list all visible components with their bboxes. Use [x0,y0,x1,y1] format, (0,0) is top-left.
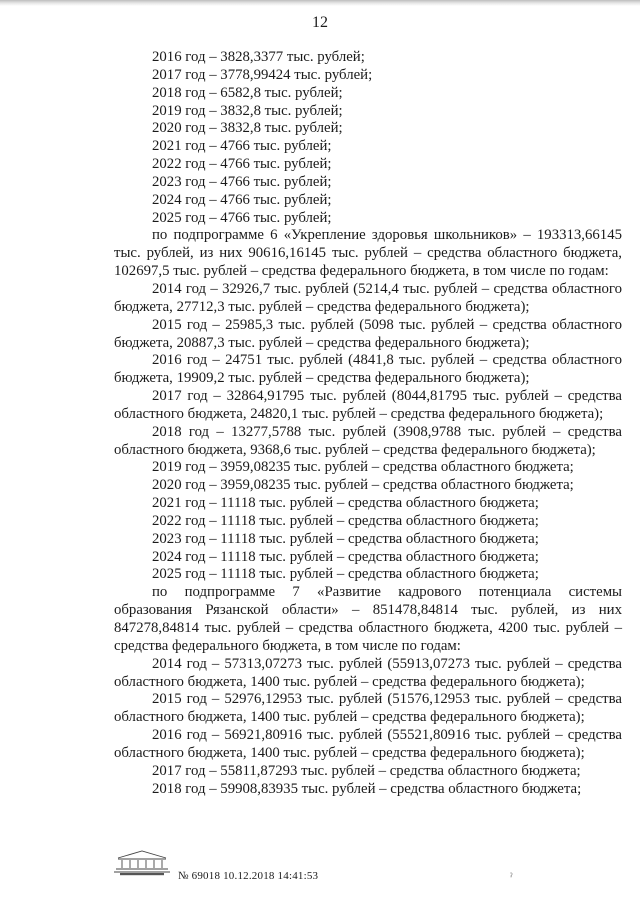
paragraph-subprogram-7-intro: по подпрограмме 7 «Развитие кадрового потенциала системы образования Рязанской области» – 851478,84814 тыс. рублей, из них 847278,84814 тыс. рублей – средства областного бюджета, 4200 тыс. рублей – средства федерального бюджета, в том числе по годам: [114,584,622,654]
paragraph-2017-sub6: 2017 год – 32864,91795 тыс. рублей (8044,81795 тыс. рублей – средства областного бюджета, 24820,1 тыс. рублей – средства федерального бюджета); [114,388,622,422]
scan-speck: ˀ [510,872,513,883]
paragraph-2020-sub6: 2020 год – 3959,08235 тыс. рублей – средства областного бюджета; [152,477,574,494]
scan-edge-shadow [0,0,640,6]
paragraph-2019-sub6: 2019 год – 3959,08235 тыс. рублей – средства областного бюджета; [152,459,574,476]
paragraph-2015-sub7: 2015 год – 52976,12953 тыс. рублей (51576,12953 тыс. рублей – средства областного бюджета, 1400 тыс. рублей – средства федерального бюджета); [114,691,622,726]
paragraph-2014-sub7: 2014 год – 57313,07273 тыс. рублей (55913,07273 тыс. рублей – средства областного бюджета, 1400 тыс. рублей – средства федерального бюджета); [114,655,622,690]
paragraph-2022-sub6: 2022 год – 11118 тыс. рублей – средства областного бюджета; [152,512,539,529]
paragraph-2024-sub5: 2024 год – 4766 тыс. рублей; [152,191,332,208]
paragraph-2021-sub5: 2021 год – 4766 тыс. рублей; [152,138,332,155]
document-registration-stamp: № 69018 10.12.2018 14:41:53 [178,870,319,882]
paragraph-2025-sub5: 2025 год – 4766 тыс. рублей; [152,209,332,226]
paragraph-2021-sub6: 2021 год – 11118 тыс. рублей – средства областного бюджета; [152,495,539,512]
document-body [114,49,622,798]
paragraph-2018-sub7: 2018 год – 59908,83935 тыс. рублей – средства областного бюджета; [152,780,582,797]
paragraph-2019-sub5: 2019 год – 3832,8 тыс. рублей; [152,102,343,119]
paragraph-2016-sub6: 2016 год – 24751 тыс. рублей (4841,8 тыс. рублей – средства областного бюджета, 19909,2 тыс. рублей – средства федерального бюджета); [114,352,622,387]
page-number: 12 [312,14,328,31]
paragraph-2015-sub6: 2015 год – 25985,3 тыс. рублей (5098 тыс. рублей – средства областного бюджета, 20887,3 тыс. рублей – средства федерального бюджета); [114,316,622,351]
paragraph-2023-sub5: 2023 год – 4766 тыс. рублей; [152,173,332,190]
building-emblem-icon [112,848,172,876]
paragraph-2016-sub5: 2016 год – 3828,3377 тыс. рублей; [152,49,365,65]
paragraph-2014-sub6: 2014 год – 32926,7 тыс. рублей (5214,4 тыс. рублей – средства областного бюджета, 27712,3 тыс. рублей – средства федерального бюджета); [114,280,622,315]
paragraph-2023-sub6: 2023 год – 11118 тыс. рублей – средства областного бюджета; [152,530,539,547]
paragraph-2018-sub5: 2018 год – 6582,8 тыс. рублей; [152,84,343,101]
paragraph-subprogram-6-intro: по подпрограмме 6 «Укрепление здоровья школьников» – 193313,66145 тыс. рублей, из них 90616,16145 тыс. рублей – средства областного бюджета, 102697,5 тыс. рублей – средства федерального бюджета, в том числе по годам: [114,227,622,280]
paragraph-2016-sub7: 2016 год – 56921,80916 тыс. рублей (55521,80916 тыс. рублей – средства областного бюджета, 1400 тыс. рублей – средства федерального бюджета); [114,727,622,761]
paragraph-2018-sub6: 2018 год – 13277,5788 тыс. рублей (3908,9788 тыс. рублей – средства областного бюджета, 9368,6 тыс. рублей – средства федерального бюджета); [114,423,622,458]
paragraph-2025-sub6: 2025 год – 11118 тыс. рублей – средства областного бюджета; [152,566,539,583]
paragraph-2017-sub5: 2017 год – 3778,99424 тыс. рублей; [152,66,373,83]
paragraph-2022-sub5: 2022 год – 4766 тыс. рублей; [152,156,332,173]
paragraph-2024-sub6: 2024 год – 11118 тыс. рублей – средства областного бюджета; [152,548,539,565]
paragraph-2020-sub5: 2020 год – 3832,8 тыс. рублей; [152,120,343,137]
paragraph-2017-sub7: 2017 год – 55811,87293 тыс. рублей – средства областного бюджета; [152,762,581,779]
